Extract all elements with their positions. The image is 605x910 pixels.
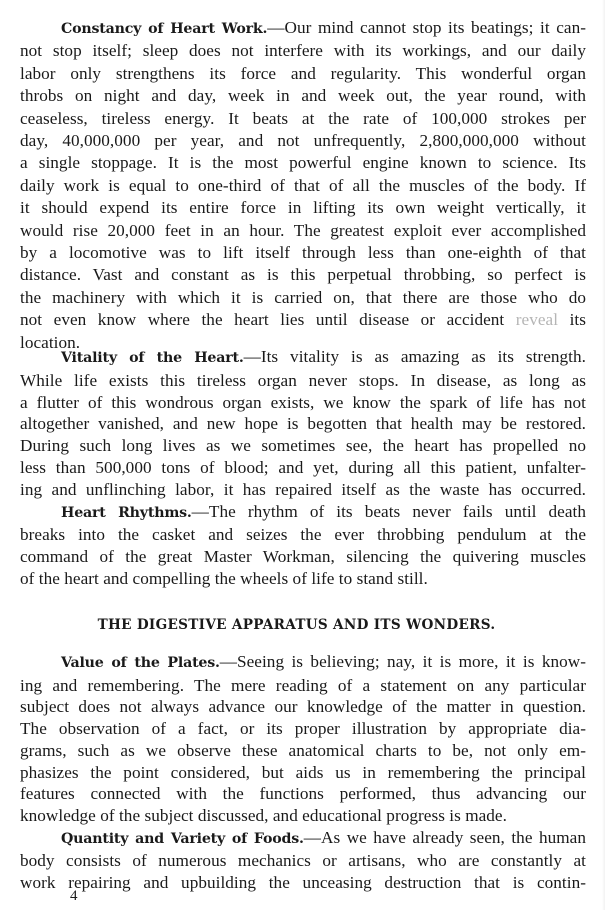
text-line: body consists of numerous mechanics or artisans, who are constantly at	[20, 851, 586, 871]
text-line: The observation of a fact, or its proper illustration by appropriate dia-	[20, 719, 586, 739]
text-line: of the heart and compelling the wheels of life to stand still.	[20, 568, 428, 588]
text-line: not even know where the heart lies until disease or accident reveal its	[20, 310, 586, 330]
run-in-heading: Value of the Plates.	[61, 655, 220, 671]
text-line: it should expend its entire force in lifting its own weight vertically, it	[20, 198, 586, 218]
text-line: day, 40,000,000 per year, and not unfrequently, 2,800,000,000 without	[20, 131, 586, 151]
text-line: distance. Vast and constant as is this perpetual throbbing, so perfect is	[20, 265, 586, 285]
text-line: During such long lives as we sometimes see, the heart has propelled no	[20, 436, 586, 456]
text-line: Value of the Plates.—Seeing is believing; nay, it is more, it is know-	[61, 652, 586, 671]
text-line: breaks into the casket and seizes the ever throbbing pendulum at the	[20, 525, 586, 545]
paragraphs-vitality-and-rhythms	[20, 346, 586, 590]
text-line: a flutter of this wondrous organ exists, we know the spark of life has not	[20, 392, 586, 412]
text-line: altogether vanished, and new hope is begotten that health may be restored.	[20, 414, 586, 434]
text-line: subject does not always advance our knowledge of the matter in question.	[20, 697, 586, 717]
text-line: While life exists this tireless organ never stops. In disease, as long as	[20, 370, 586, 390]
text-line: Vitality of the Heart.—Its vitality is as amazing as its strength.	[61, 347, 586, 366]
paragraph-constancy-of-heart-work	[20, 17, 586, 354]
text-line: Constancy of Heart Work.—Our mind cannot stop its beatings; it can-	[61, 18, 586, 37]
run-in-heading: Heart Rhythms.	[61, 504, 192, 521]
text-line: a single stoppage. It is the most powerful engine known to science. Its	[20, 153, 586, 173]
text-line: labor only strengthens its force and regularity. This wonderful organ	[20, 63, 586, 83]
text-line: knowledge of the subject discussed, and educational progress is made.	[20, 805, 507, 825]
text-line: features connected with the functions performed, thus advancing our	[20, 784, 586, 804]
text-line: grams, such as we observe these anatomical charts to be, not only em-	[20, 740, 586, 760]
text-line: Heart Rhythms.—The rhythm of its beats never fails until death	[61, 501, 586, 521]
text-line: location.	[20, 332, 81, 352]
text-line: ing and unflinching labor, it has repaired itself as the waste has occurred.	[20, 479, 586, 499]
text-line: phasizes the point considered, but aids us in remembering the principal	[20, 762, 586, 782]
text-line: command of the great Master Workman, silencing the quivering muscles	[20, 547, 586, 567]
text-line: by a locomotive was to lift itself through less than one-eighth of that	[20, 243, 586, 263]
damaged-word: reveal	[515, 310, 559, 330]
text-line: daily work is equal to one-third of that of all the muscles of the body. If	[20, 175, 586, 195]
page-number: 4	[70, 888, 78, 904]
text-line: ing and remembering. The mere reading of a statement on any particular	[20, 675, 586, 695]
text-line: work repairing and upbuilding the unceasing destruction that is contin-	[20, 873, 586, 893]
text-line: would rise 20,000 feet in an hour. The greatest exploit ever accomplished	[20, 220, 586, 240]
text-line: Quantity and Variety of Foods.—As we have already seen, the human	[61, 827, 586, 847]
text-line: less than 500,000 tons of blood; and yet, during all this patient, unfalter-	[20, 457, 586, 477]
chapter-heading: THE DIGESTIVE APPARATUS AND ITS WONDERS.	[97, 617, 496, 633]
text-line: the machinery with which it is carried on, that there are those who do	[20, 287, 586, 307]
text-line: ceaseless, tireless energy. It beats at the rate of 100,000 strokes per	[20, 108, 586, 128]
run-in-heading: Quantity and Variety of Foods.	[61, 830, 304, 847]
run-in-heading: Constancy of Heart Work.	[61, 21, 268, 37]
run-in-heading: Vitality of the Heart.	[61, 350, 244, 366]
text-line: throbs on night and day, week in and week out, the year round, with	[20, 86, 586, 106]
paragraphs-plates-and-foods	[20, 651, 586, 894]
text-line: not stop itself; sleep does not interfere with its workings, and our daily	[20, 41, 586, 61]
